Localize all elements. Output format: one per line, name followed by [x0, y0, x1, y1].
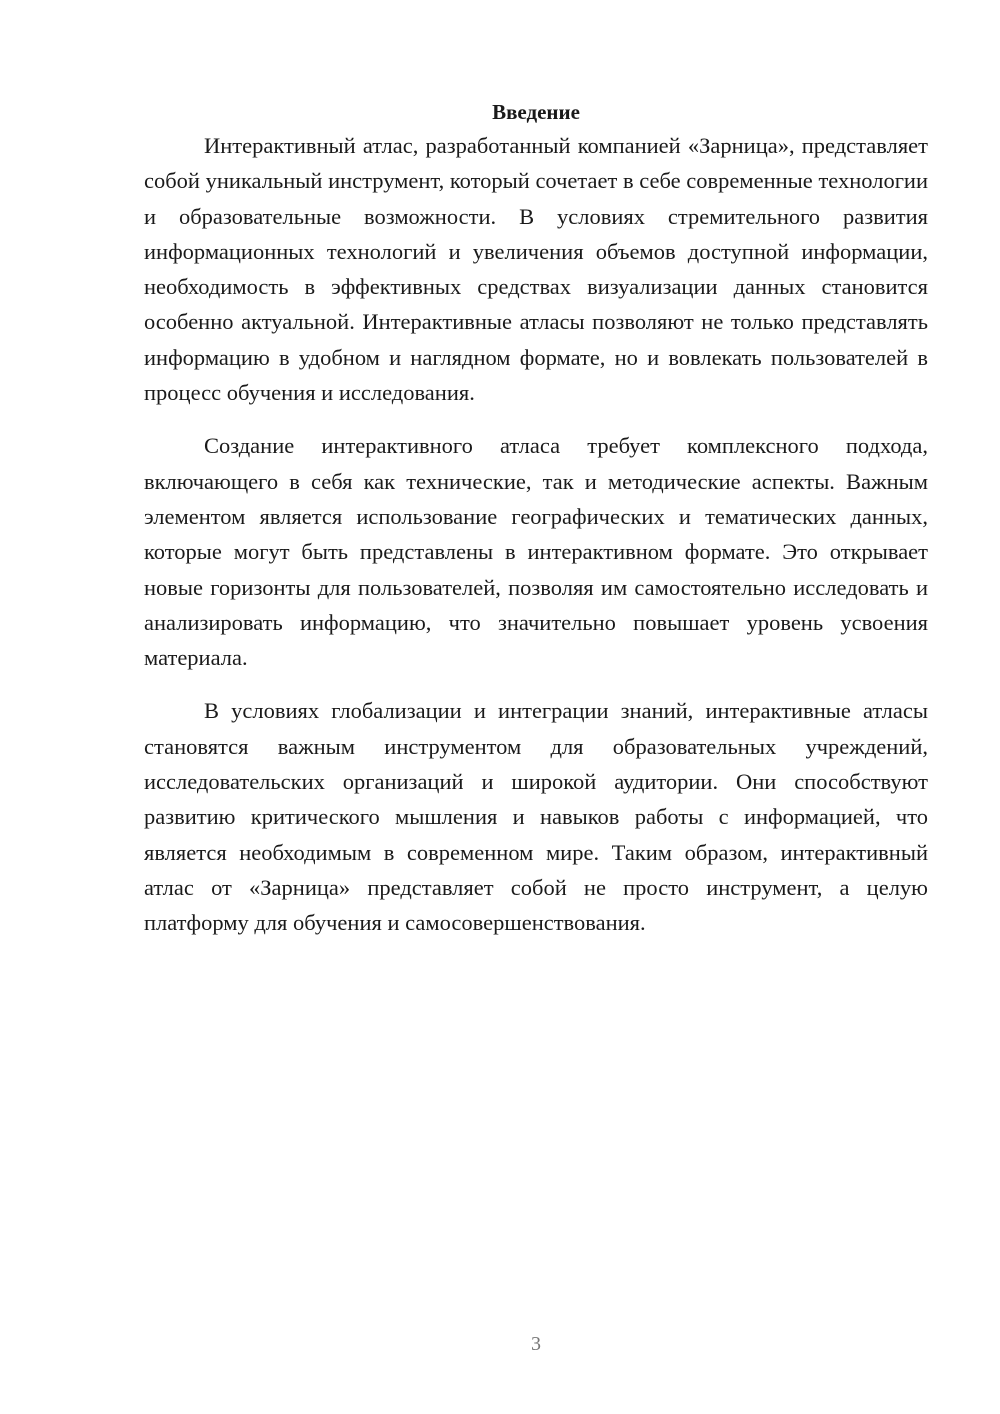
paragraph-3: В условиях глобализации и интеграции знаний, интерактивные атласы становятся важным инструментом для образовательных учреждений, исследовательских организаций и широкой аудитории. Они способствуют развитию критического мышления и навыков работы с информацией, что является необходимым в современном мире. Таким образом, интерактивный атлас от «Зарница» представляет собой не просто инструмент, а целую платформу для обучения и самосовершенствования. [144, 698, 928, 936]
document-page [144, 96, 928, 941]
paragraph-2: Создание интерактивного атласа требует комплексного подхода, включающего в себя как технические, так и методические аспекты. Важным элементом является использование географических и тематических данных, которые могут быть представлены в интерактивном формате. Это открывает новые горизонты для пользователей, позволяя им самостоятельно исследовать и анализировать информацию, что значительно повышает уровень усвоения материала. [144, 433, 928, 671]
section-heading: Введение [492, 100, 580, 124]
paragraph-1: Интерактивный атлас, разработанный компанией «Зарница», представляет собой уникальный инструмент, который сочетает в себе современные технологии и образовательные возможности. В условиях стремительного развития информационных технологий и увеличения объемов доступной информации, необходимость в эффективных средствах визуализации данных становится особенно актуальной. Интерактивные атласы позволяют не только представлять информацию в удобном и наглядном формате, но и вовлекать пользователей в процесс обучения и исследования. [144, 133, 928, 406]
page-number: 3 [531, 1333, 541, 1355]
